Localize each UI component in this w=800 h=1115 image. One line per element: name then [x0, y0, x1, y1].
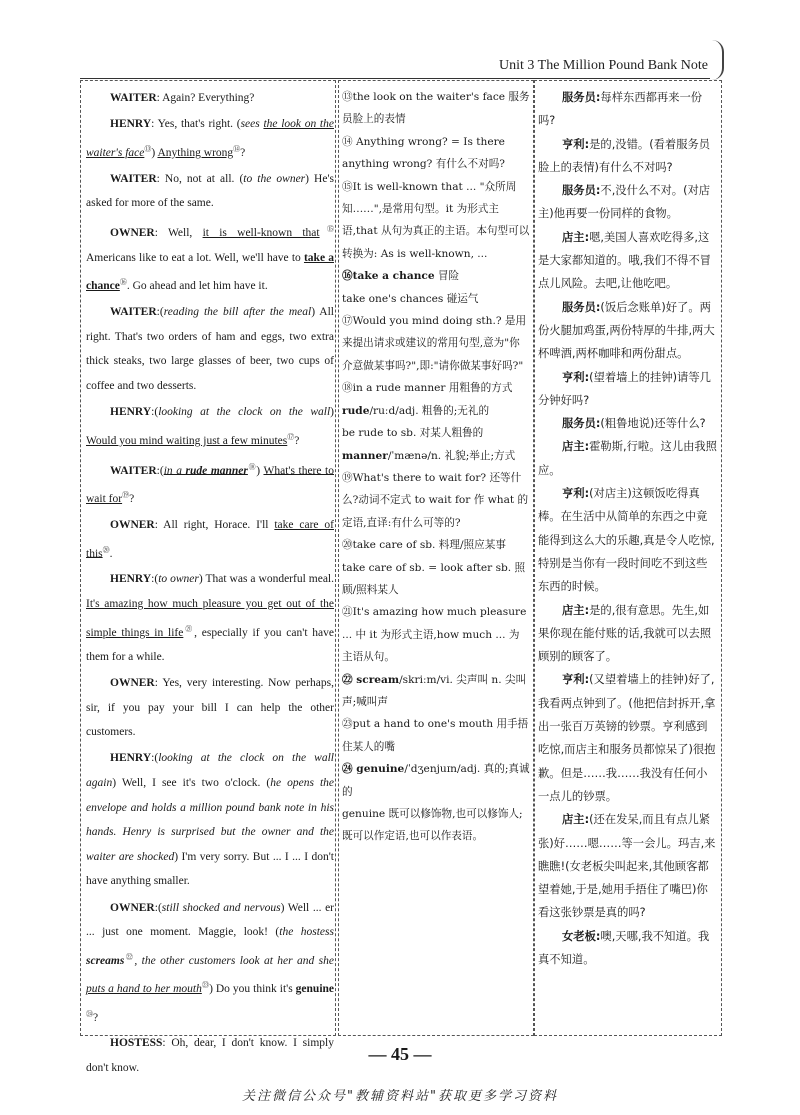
- note-item: ⑯take a chance 冒险: [342, 270, 460, 283]
- note-item: ㉔ genuine/ˈdʒenjuɪn/adj. 真的;真诚的: [342, 763, 530, 798]
- note-item: ㉓put a hand to one's mouth 用手捂住某人的嘴: [342, 718, 529, 753]
- note-item: ⑳take care of sb. 料理/照应某事: [342, 539, 506, 552]
- notes-column: [342, 86, 530, 1036]
- page-curl-decoration: [712, 40, 724, 80]
- note-item: ⑬the look on the waiter's face 服务员脸上的表情: [342, 91, 530, 126]
- translation-line: 店主:是的,很有意思。先生,如果你现在能付账的话,我就可以去照顾别的顾客了。: [538, 603, 712, 664]
- note-item: ㉑It's amazing how much pleasure ... 中 it 为形式主语,how much ... 为主语从句。: [342, 606, 527, 664]
- translation-line: 服务员:不,没什么不对。(对店主)他再要一份同样的食物。: [538, 184, 711, 221]
- translation-line: 亨利:(望着墙上的挂钟)请等几分钟好吗?: [538, 370, 711, 407]
- note-item: ⑱in a rude manner 用粗鲁的方式: [342, 382, 513, 395]
- translation-line: 亨利:(对店主)这顿饭吃得真棒。在生活中从简单的东西之中竟能得到这么大的乐趣,真是令人吃惊,特别是当你有一段时间吃不到这些东西的时候。: [538, 487, 715, 594]
- header-rule: [80, 78, 710, 79]
- note-item: ⑰Would you mind doing sth.? 是用来提出请求或建议的常用句型,意为"你介意做某事吗?",即:"请你做某事好吗?": [342, 315, 527, 372]
- dialogue-line: OWNER:(still shocked and nervous) Well ... er ... just one moment. Maggie, look! (the hostess screams$^㉒$, the other customers look at her and she puts a hand to her mouth$^㉓$) Do you think it's genuine$^㉔$?: [86, 901, 335, 1024]
- note-item: manner/ˈmænə/n. 礼貌;举止;方式: [342, 449, 516, 462]
- translation-line: 服务员:(饭后念账单)好了。两份火腿加鸡蛋,两份特厚的牛排,两大杯啤酒,两杯咖啡和两份甜点。: [538, 300, 715, 361]
- footer-note: 关注微信公众号"教辅资料站"获取更多学习资料: [242, 1089, 558, 1104]
- page-header: [0, 0, 800, 80]
- note-item: genuine 既可以修饰物,也可以修饰人;既可以作定语,也可以作表语。: [342, 808, 523, 843]
- translation-column: [538, 86, 718, 1036]
- dialogue-column: [86, 86, 335, 1075]
- dialogue-line: OWNER: Yes, very interesting. Now perhaps, sir, if you pay your bill I can help the other customers.: [86, 677, 334, 739]
- note-item: be rude to sb. 对某人粗鲁的: [342, 427, 484, 440]
- unit-title: Unit 3 The Million Pound Bank Note: [499, 58, 708, 73]
- dialogue-line: WAITER: No, not at all. (to the owner) He's asked for more of the same.: [86, 172, 335, 210]
- page-number: — 45 —: [368, 1044, 432, 1064]
- dialogue-line: HENRY:(looking at the clock on the wall) Would you mind waiting just a few minutes⑰?: [86, 406, 334, 447]
- translation-line: 亨利:是的,没错。(看着服务员脸上的表情)有什么不对吗?: [538, 137, 711, 174]
- translation-line: 女老板:噢,天哪,我不知道。我真不知道。: [538, 929, 710, 966]
- dialogue-line: WAITER: Again? Everything?: [110, 92, 255, 104]
- dialogue-line: WAITER:(reading the bill after the meal) All right. That's two orders of ham and eggs, two extra thick steaks, two large glasses of beer, two cups of coffee and two desserts.: [86, 306, 335, 393]
- dialogue-line: HENRY: Yes, that's right. (sees the look on the waiter's face⑬) Anything wrong⑭?: [86, 118, 334, 159]
- translation-line: 亨利:(又望着墙上的挂钟)好了,我看两点钟到了。(他把信封拆开,拿出一张百万英镑的钞票。亨利感到吃惊,而店主和服务员都惊呆了)很抱歉。但是……我……我没有任何小一点儿的钞票。: [538, 673, 716, 803]
- translation-line: 店主:(还在发呆,而且有点儿紧张)好……嗯……等一会儿。玛吉,来瞧瞧!(女老板尖叫起来,其他顾客都望着她,于是,她用手捂住了嘴巴)你看这张钞票是真的吗?: [538, 813, 716, 920]
- note-item: take care of sb. = look after sb. 照顾/照料某人: [342, 561, 526, 596]
- note-item: ㉒ scream/skriːm/vi. 尖声叫 n. 尖叫声;喊叫声: [342, 673, 527, 708]
- note-item: rude/ruːd/adj. 粗鲁的;无礼的: [342, 404, 490, 417]
- note-item: take one's chances 碰运气: [342, 292, 479, 305]
- dialogue-line: WAITER:(in a rude manner⑱) What's there to wait for⑲?: [86, 462, 334, 505]
- note-item: ⑲What's there to wait for? 还等什么?动词不定式 to wait for 作 what 的定语,直译:有什么可等的?: [342, 471, 529, 529]
- translation-line: 服务员:每样东西都再来一份吗?: [538, 91, 703, 128]
- translation-line: 店主:嗯,美国人喜欢吃得多,这是大家都知道的。哦,我们不得不冒点儿风险。去吧,让他吃吧。: [538, 230, 712, 291]
- dialogue-line: OWNER: Well, it is well-known that⑮ Americans like to eat a lot. Well, we'll have to take a chance⑯. Go ahead and let him have it.: [86, 225, 334, 293]
- dialogue-line: HOSTESS: Oh, dear, I don't know. I simply don't know.: [86, 1037, 334, 1075]
- translation-line: 店主:霍勒斯,行啦。这儿由我照应。: [538, 440, 717, 477]
- dialogue-line: HENRY:(looking at the clock on the wall again) Well, I see it's two o'clock. (he opens the envelope and holds a million pound bank note in his hands. Henry is surprised but the owner and the waiter are shocked) I'm very sorry. But ... I ... I don't have anything smaller.: [86, 752, 334, 888]
- translation-line: 服务员:(粗鲁地说)还等什么?: [562, 417, 706, 431]
- dialogue-line: OWNER: All right, Horace. I'll take care of this⑳.: [86, 518, 334, 560]
- note-item: ⑮It is well-known that ... "众所周知……",是常用句型。it 为形式主语,that 从句为真正的主语。本句型可以转换为: As is well-known, ...: [342, 180, 530, 260]
- note-item: ⑭ Anything wrong? = Is there anything wrong? 有什么不对吗?: [342, 135, 505, 171]
- dialogue-line: HENRY:(to owner) That was a wonderful meal. It's amazing how much pleasure you get out of the simple things in life$^㉑$, especially if you can't have them for a while.: [86, 573, 334, 664]
